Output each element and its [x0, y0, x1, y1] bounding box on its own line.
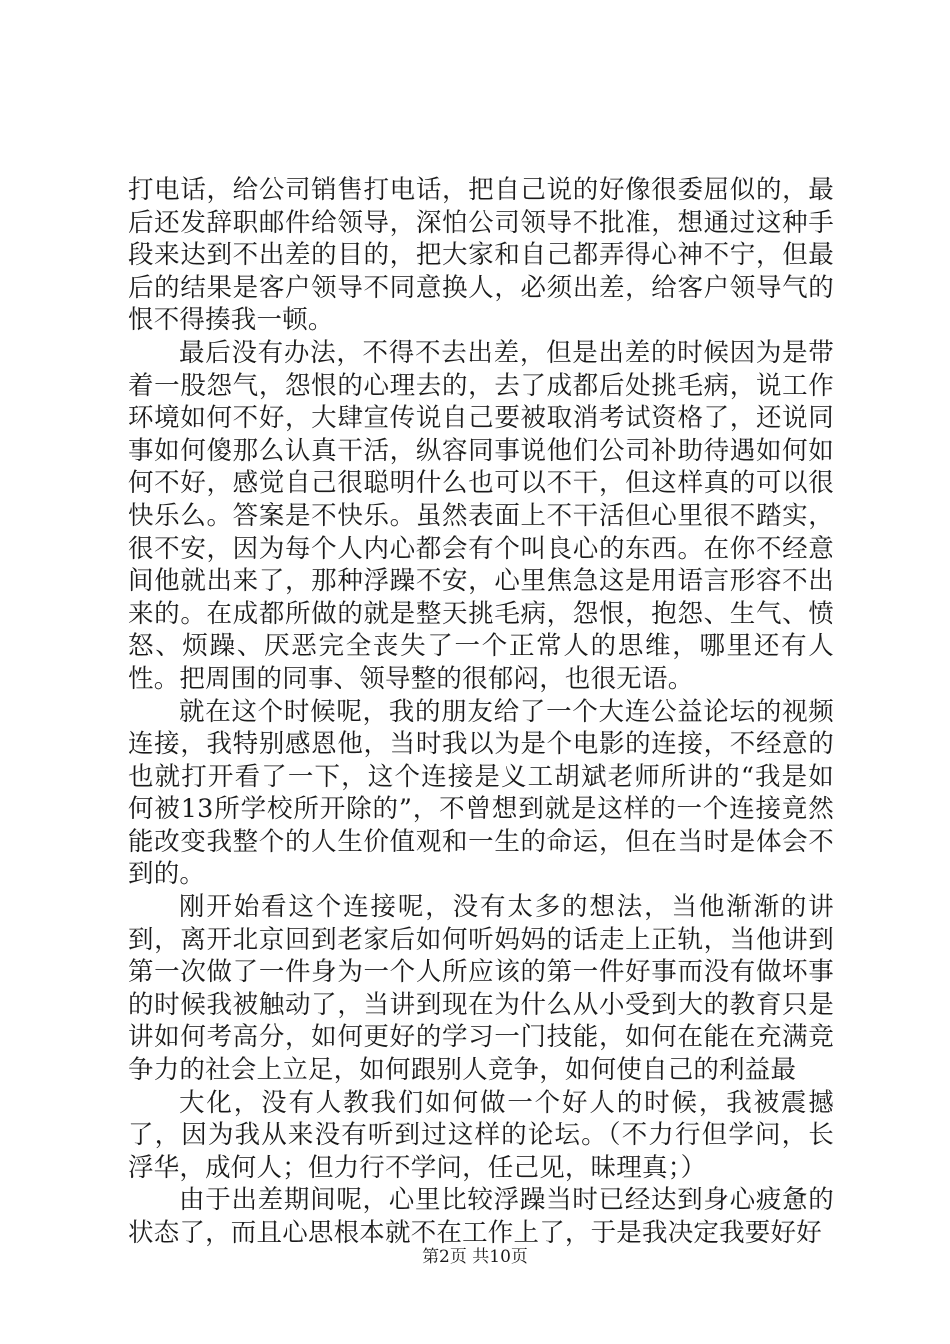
paragraph-4: 刚开始看这个连接呢，没有太多的想法，当他渐渐的讲到，离开北京回到老家后如何听妈妈的话走上正轨，当他讲到第一次做了一件身为一个人所应该的第一件好事而没有做坏事的时候我被触动了，当讲到现在为什么从小受到大的教育只是讲如何考高分，如何更好的学习一门技能，如何在能在充满竞争力的社会上立足，如何跟别人竞争，如何使自己的利益最: [128, 892, 834, 1086]
document-body: [128, 174, 834, 1250]
paragraph-3: 就在这个时候呢，我的朋友给了一个大连公益论坛的视频连接，我特别感恩他，当时我以为是个电影的连接，不经意的也就打开看了一下，这个连接是义工胡斌老师所讲的“我是如何被13所学校所开除的”，不曾想到就是这样的一个连接竟然能改变我整个的人生价值观和一生的命运，但在当时是体会不到的。: [128, 696, 834, 890]
paragraph-2: 最后没有办法，不得不去出差，但是出差的时候因为是带着一股怨气，怨恨的心理去的，去了成都后处挑毛病，说工作环境如何不好，大肆宣传说自己要被取消考试资格了，还说同事如何傻那么认真干活，纵容同事说他们公司补助待遇如何如何不好，感觉自己很聪明什么也可以不干，但这样真的可以很快乐么。答案是不快乐。虽然表面上不干活但心里很不踏实，很不安，因为每个人内心都会有个叫良心的东西。在你不经意间他就出来了，那种浮躁不安，心里焦急这是用语言形容不出来的。在成都所做的就是整天挑毛病，怨恨，抱怨、生气、愤怒、烦躁、厌恶完全丧失了一个正常人的思维，哪里还有人性。把周围的同事、领导整的很郁闷，也很无语。: [128, 337, 834, 694]
page-number-footer: 第2页 共10页: [422, 1247, 528, 1267]
paragraph-6: 由于出差期间呢，心里比较浮躁当时已经达到身心疲惫的状态了，而且心思根本就不在工作上了，于是我决定我要好好: [128, 1185, 834, 1248]
paragraph-1: 打电话，给公司销售打电话，把自己说的好像很委屈似的，最后还发辞职邮件给领导，深怕公司领导不批准，想通过这种手段来达到不出差的目的，把大家和自己都弄得心神不宁，但最后的结果是客户领导不同意换人，必须出差，给客户领导气的恨不得揍我一顿。: [128, 175, 834, 336]
paragraph-5: 大化，没有人教我们如何做一个好人的时候，我被震撼了，因为我从来没有听到过这样的论坛。（不力行但学问，长浮华，成何人；但力行不学问，任己见，昧理真；）: [128, 1087, 834, 1183]
